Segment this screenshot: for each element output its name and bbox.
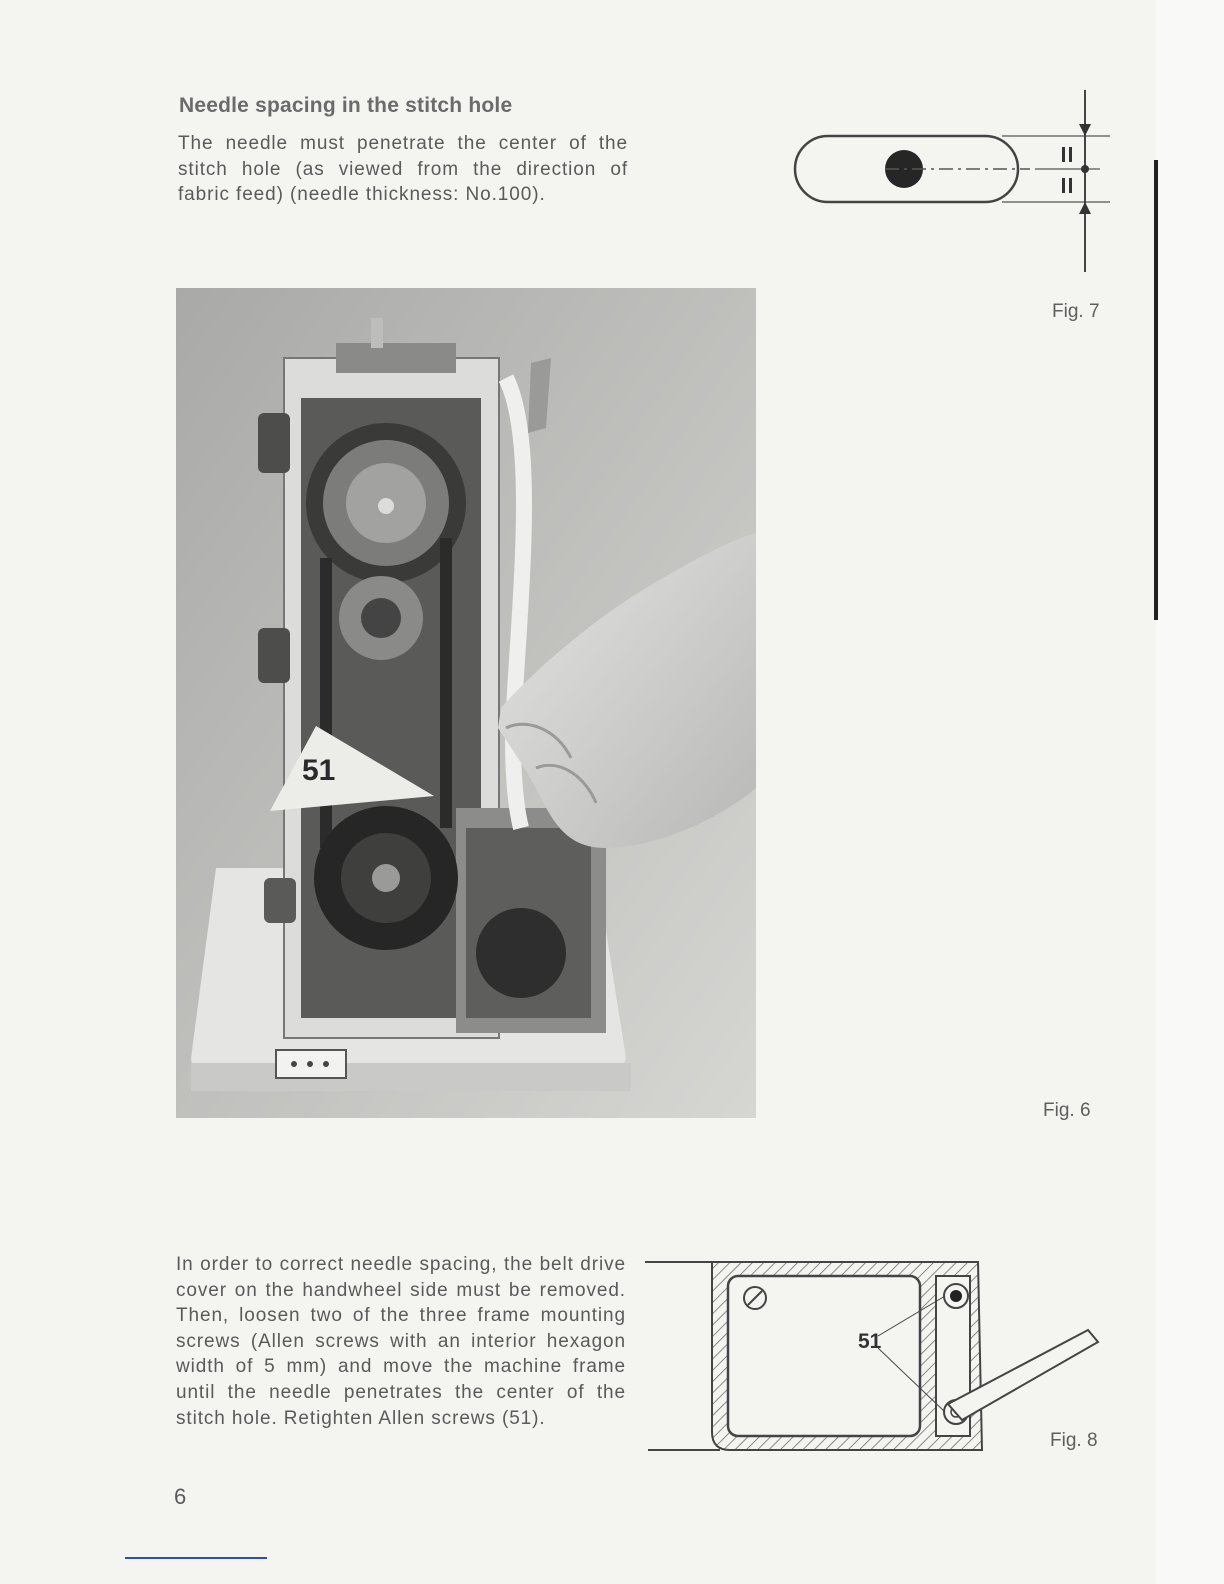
section-heading: Needle spacing in the stitch hole [179, 94, 513, 117]
footer-rule [125, 1557, 267, 1559]
diagram-callout-51: 51 [858, 1330, 882, 1353]
sewing-machine-photo [176, 288, 756, 1118]
page-edge [1156, 0, 1224, 1584]
stitch-hole-diagram [780, 86, 1120, 276]
intro-paragraph: The needle must penetrate the center of the stitch hole (as viewed from the direction of fabric feed) (needle thickness: No.100). [178, 133, 628, 205]
fig-8-label: Fig. 8 [1050, 1430, 1098, 1451]
fig-7-label: Fig. 7 [1052, 301, 1100, 322]
frame-screw-diagram [640, 1250, 1110, 1460]
page-number: 6 [174, 1484, 187, 1509]
fig-6-label: Fig. 6 [1043, 1100, 1091, 1121]
body-paragraph: In order to correct needle spacing, the belt drive cover on the handwheel side must be removed. Then, loosen two of the three frame mounting screws (Allen screws with an interior hexagon width of 5 mm) and move the machine frame until the needle penetrates the center of the stitch hole. Retighten Allen screws (51). [176, 1254, 626, 1429]
photo-callout-51: 51 [302, 754, 336, 787]
page-edge-line [1154, 160, 1158, 620]
